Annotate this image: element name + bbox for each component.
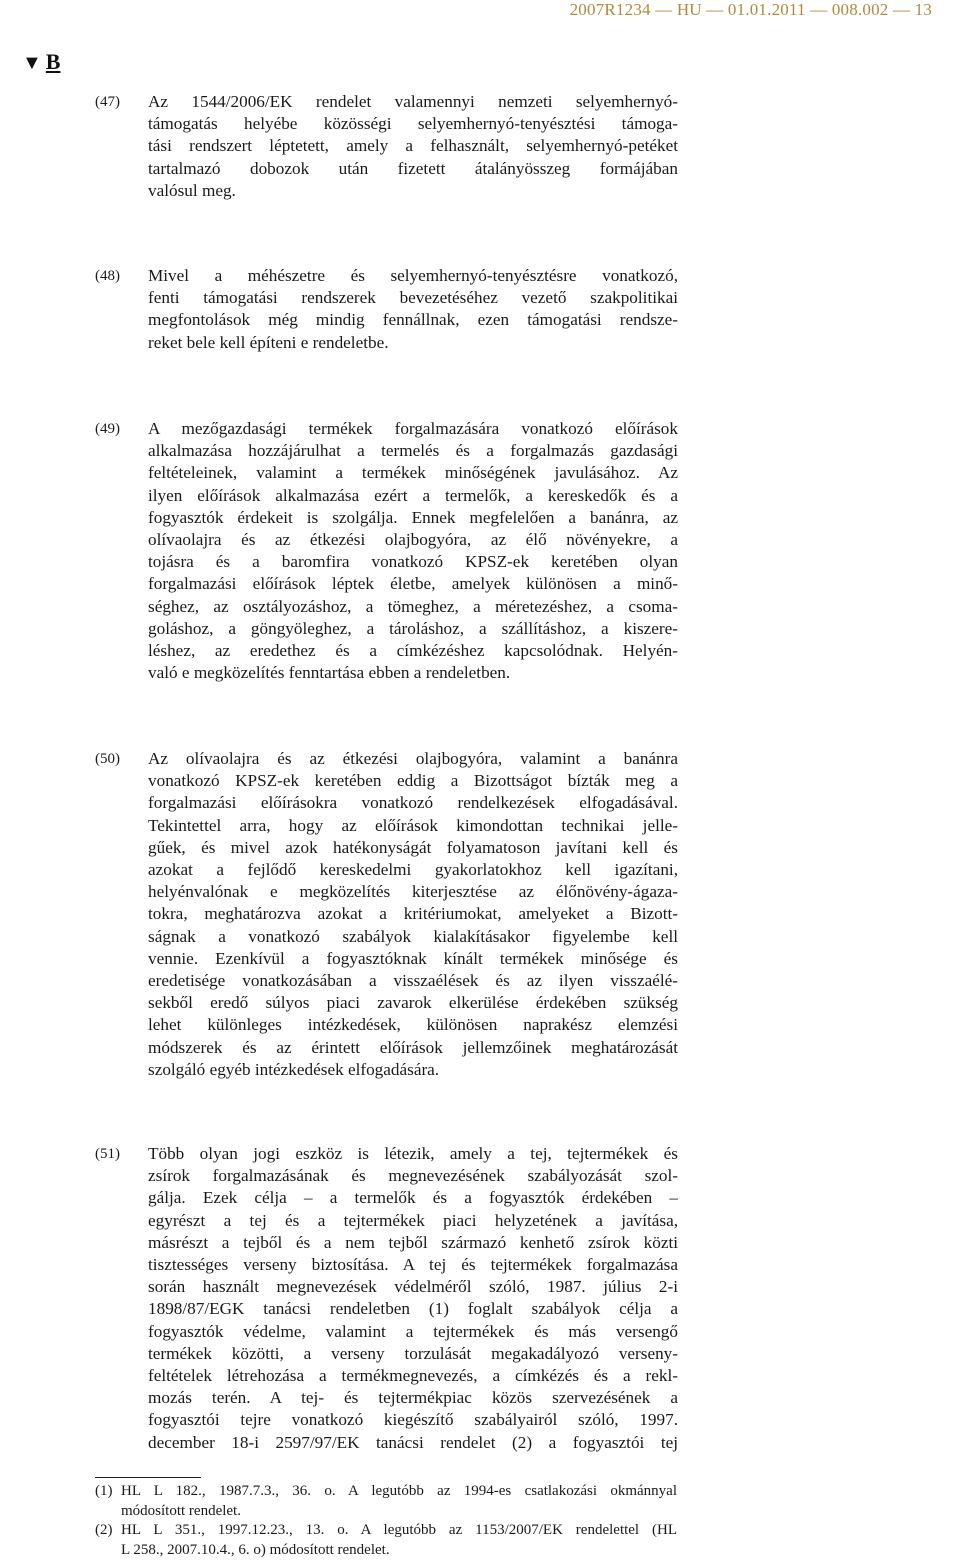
text-line: módosított rendelet.	[121, 1502, 241, 1519]
text-line: tokra, meghatározva azokat a kritériumokat, amelyeket a Bizott-	[148, 904, 678, 924]
text-line: fenti támogatási rendszerek bevezetéséhez vezető szakpolitikai	[148, 288, 678, 308]
text-line: ságnak a vonatkozó szabályok kialakításakor figyelembe kell	[148, 926, 678, 946]
text-line: való e megközelítés fenntartása ebben a rendeletben.	[148, 663, 511, 683]
text-line: módszerek és az érintett előírások jellemzőinek meghatározását	[148, 1037, 678, 1057]
text-line: valósul meg.	[148, 180, 236, 200]
text-line: Mivel a méhészetre és selyemhernyó-tenyésztésre vonatkozó,	[148, 266, 678, 285]
text-line: sekből eredő súlyos piaci zavarok elkerülése érdekében szükség	[148, 993, 678, 1013]
text-line: olívaolajra és az étkezési olajbogyóra, az élő növényekre, a	[148, 530, 678, 550]
text-line: zsírok forgalmazásának és megnevezésének szabályozását szol-	[148, 1166, 678, 1186]
text-line: vonatkozó KPSZ-ek keretében eddig a Bizottságot bízták meg a	[148, 771, 678, 791]
text-line: 1898/87/EGK tanácsi rendeletben (1) foglalt szabályok célja a	[148, 1299, 678, 1319]
recital-number: (47)	[95, 94, 120, 110]
text-line: december 18-i 2597/97/EK tanácsi rendelet (2) a fogyasztói tej	[148, 1432, 678, 1452]
text-line: tojásra és a baromfira vonatkozó KPSZ-ek keretében olyan	[148, 552, 678, 572]
text-line: tási rendszert léptetett, amely a felhasznált, selyemhernyó-petéket	[148, 136, 678, 156]
text-line: mozás terén. A tej- és tejtermékpiac közös szervezésének a	[148, 1388, 678, 1408]
amendment-marker	[22, 49, 60, 75]
text-line: léshez, az eredethez és a címkézéshez kapcsolódnak. Helyén-	[148, 641, 678, 661]
text-line: feltételek létrehozása a termékmegnevezés, a címkézés és a rekl-	[148, 1366, 678, 1386]
text-line: forgalmazási előírásokra vonatkozó rendelkezések elfogadásával.	[148, 793, 678, 813]
text-line: megfontolások még mindig fennállnak, ezen támogatási rendsze-	[148, 310, 678, 330]
text-line: feltételeinek, valamint a termékek minőségének javulásához. Az	[148, 463, 678, 483]
recital-text	[148, 265, 678, 354]
footnote-number: (1)	[95, 1483, 113, 1499]
text-line: L 258., 2007.10.4., 6. o) módosított rendelet.	[121, 1541, 390, 1558]
text-line: tartalmazó dobozok után fizetett átalányösszeg formájában	[148, 158, 678, 178]
triangle-down-icon: ▼	[22, 52, 42, 74]
text-line: reket bele kell építeni e rendeletbe.	[148, 332, 389, 352]
footnote-number: (2)	[95, 1522, 113, 1538]
text-line: Az 1544/2006/EK rendelet valamennyi nemzeti selyemhernyó-	[148, 92, 678, 111]
footnote-text	[121, 1482, 677, 1521]
text-line: másrészt a tejből és a nem tejből származó kenhető zsírok közti	[148, 1232, 678, 1252]
text-line: termékek közötti, a verseny torzulását megakadályozó verseny-	[148, 1343, 678, 1363]
footnote-divider	[95, 1477, 201, 1478]
text-line: lehet különleges intézkedések, különösen naprakész elemzési	[148, 1015, 678, 1035]
text-line: helyénvalónak e megközelítés kiterjesztése az élőnövény-ágaza-	[148, 882, 678, 902]
recital-number: (50)	[95, 751, 120, 767]
text-line: Több olyan jogi eszköz is létezik, amely a tej, tejtermékek és	[148, 1144, 678, 1163]
text-line: alkalmazása hozzájárulhat a termelés és a forgalmazás gazdasági	[148, 441, 678, 461]
recital-text	[148, 1143, 678, 1454]
text-line: Tekintettel arra, hogy az előírások kimondottan technikai jelle-	[148, 815, 678, 835]
text-line: HL L 182., 1987.7.3., 36. o. A legutóbb az 1994-es csatlakozási okmánnyal	[121, 1483, 677, 1499]
text-line: tisztességes verseny biztosítása. A tej és tejtermékek forgalmazása	[148, 1255, 678, 1275]
text-line: fogyasztói tejre vonatkozó kiegészítő szabályairól szóló, 1997.	[148, 1410, 678, 1430]
text-line: fogyasztók érdekeit is szolgálja. Ennek megfelelően a banánra, az	[148, 507, 678, 527]
marker-letter: B	[45, 49, 61, 74]
text-line: szolgáló egyéb intézkedések elfogadására.	[148, 1059, 440, 1079]
running-header: 2007R1234 — HU — 01.01.2011 — 008.002 — 13	[569, 0, 932, 19]
text-line: HL L 351., 1997.12.23., 13. o. A legutóbb az 1153/2007/EK rendelettel (HL	[121, 1522, 677, 1538]
recital-text	[148, 91, 678, 202]
text-line: A mezőgazdasági termékek forgalmazására vonatkozó előírások	[148, 419, 678, 438]
recital-text	[148, 418, 678, 684]
text-line: Az olívaolajra és az étkezési olajbogyóra, valamint a banánra	[148, 749, 678, 768]
text-line: séghez, az osztályozáshoz, a tömeghez, a méretezéshez, a csoma-	[148, 596, 678, 616]
text-line: goláshoz, a göngyöleghez, a tároláshoz, a szállításhoz, a kiszere-	[148, 618, 678, 638]
text-line: gálja. Ezek célja – a termelők és a fogyasztók érdekében –	[148, 1188, 678, 1208]
text-line: fogyasztók védelme, valamint a tejtermékek és más versengő	[148, 1321, 678, 1341]
recital-number: (51)	[95, 1146, 120, 1162]
recital-text	[148, 748, 678, 1081]
text-line: gűek, és mivel azok hatékonyságát folyamatoson javítani kell és	[148, 837, 678, 857]
text-line: ilyen előírások alkalmazása ezért a termelők, a kereskedők és a	[148, 485, 678, 505]
recital-number: (49)	[95, 421, 120, 437]
text-line: egyrészt a tej és a tejtermékek piaci helyzetének a javítása,	[148, 1210, 678, 1230]
text-line: vennie. Ezenkívül a fogyasztóknak kínált termékek minősége és	[148, 948, 678, 968]
text-line: azokat a fejlődő kereskedelmi gyakorlatokhoz kell igazítani,	[148, 860, 678, 880]
footnote-text	[121, 1521, 677, 1560]
text-line: forgalmazási előírások léptek életbe, amelyek különösen a minő-	[148, 574, 678, 594]
text-line: során használt megnevezések védelméről szóló, 1987. július 2-i	[148, 1277, 678, 1297]
text-line: eredetisége vonatkozásában a visszaélések és az ilyen visszaélé-	[148, 971, 678, 991]
recital-number: (48)	[95, 268, 120, 284]
text-line: támogatás helyébe közösségi selyemhernyó-tenyésztési támoga-	[148, 114, 678, 134]
